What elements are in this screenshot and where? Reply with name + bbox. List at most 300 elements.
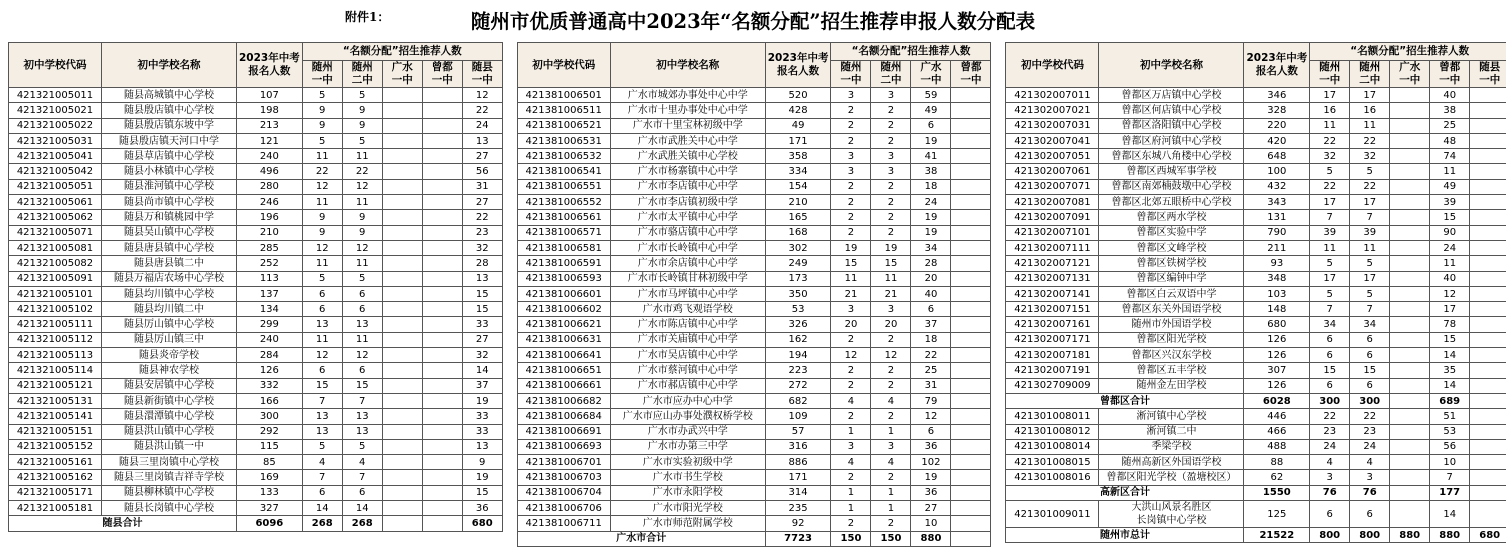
cell-quota — [1390, 164, 1430, 179]
cell-school-name: 广水市办第三中学 — [610, 439, 765, 454]
cell-quota: 27 — [911, 501, 951, 516]
cell-quota — [1470, 317, 1506, 332]
cell-quota: 32 — [462, 240, 502, 255]
cell-quota: 3 — [871, 302, 911, 317]
cell-quota: 6 — [342, 363, 382, 378]
table-row — [9, 164, 503, 179]
cell-school-code: 421381006693 — [517, 439, 610, 454]
cell-school-code: 421301008011 — [1006, 409, 1099, 424]
cell-school-code: 421321005071 — [9, 225, 102, 240]
cell-school-code: 421302007161 — [1006, 317, 1099, 332]
cell-quota: 1 — [871, 485, 911, 500]
cell-quota — [1390, 286, 1430, 301]
table-row — [1006, 225, 1506, 240]
table-row — [1006, 286, 1506, 301]
cell-school-name: 随县柳林镇中心学校 — [102, 485, 237, 500]
cell-quota: 37 — [462, 378, 502, 393]
cell-quota: 25 — [911, 363, 951, 378]
cell-school-name: 广水市书生学校 — [610, 470, 765, 485]
cell-quota: 17 — [1310, 88, 1350, 103]
cell-exam-count: 235 — [765, 501, 831, 516]
cell-quota — [1390, 378, 1430, 393]
cell-school-name: 广水市城郊办事处中心中学 — [610, 88, 765, 103]
table-row — [9, 88, 503, 103]
cell-school-code: 421381006631 — [517, 332, 610, 347]
cell-exam-count: 446 — [1244, 409, 1310, 424]
cell-quota — [382, 256, 422, 271]
cell-quota — [951, 210, 991, 225]
cell-school-name: 曾都区铁树学校 — [1099, 256, 1244, 271]
cell-quota: 1 — [831, 424, 871, 439]
cell-quota: 5 — [1350, 286, 1390, 301]
header-group: “名额分配”招生推荐人数 — [831, 43, 991, 61]
cell-school-name: 广水市鸡飞观语学校 — [610, 302, 765, 317]
cell-school-code: 421381006593 — [517, 271, 610, 286]
cell-quota: 11 — [1310, 240, 1350, 255]
cell-school-code: 421381006581 — [517, 240, 610, 255]
cell-quota: 20 — [911, 271, 951, 286]
cell-quota — [1470, 103, 1506, 118]
cell-exam-count: 131 — [1244, 210, 1310, 225]
table-total-row — [9, 516, 503, 531]
cell-school-name: 广水市十里办事处中心中学 — [610, 103, 765, 118]
table-row — [9, 149, 503, 164]
cell-quota: 40 — [911, 286, 951, 301]
cell-quota: 7 — [342, 393, 382, 408]
cell-school-code: 421321005042 — [9, 164, 102, 179]
cell-school-name: 广水市长岭镇中心中学 — [610, 240, 765, 255]
cell-school-code: 421321005021 — [9, 103, 102, 118]
cell-quota — [1390, 409, 1430, 424]
cell-quota: 13 — [342, 409, 382, 424]
cell-quota: 17 — [1430, 302, 1470, 317]
cell-school-name: 随县尚市镇中心学校 — [102, 195, 237, 210]
cell-school-name: 淅河镇二中 — [1099, 424, 1244, 439]
cell-quota: 5 — [302, 88, 342, 103]
table-row — [1006, 164, 1506, 179]
cell-school-code: 421302709009 — [1006, 378, 1099, 393]
cell-school-name: 随县草店镇中心学校 — [102, 149, 237, 164]
cell-quota: 11 — [342, 332, 382, 347]
cell-total-quota: 680 — [1470, 528, 1506, 543]
cell-total-exam: 7723 — [765, 531, 831, 546]
cell-quota — [1470, 179, 1506, 194]
table-row — [517, 439, 991, 454]
table-row — [1006, 179, 1506, 194]
cell-school-name: 随县万福店农场中心学校 — [102, 271, 237, 286]
cell-quota: 6 — [1310, 378, 1350, 393]
cell-quota: 9 — [302, 118, 342, 133]
cell-school-name: 曾都区阳光学校 — [1099, 332, 1244, 347]
cell-quota: 2 — [831, 195, 871, 210]
cell-quota: 9 — [342, 103, 382, 118]
cell-quota: 13 — [302, 424, 342, 439]
cell-total-exam: 6096 — [237, 516, 303, 531]
cell-exam-count: 125 — [1244, 501, 1310, 528]
tables-container — [8, 42, 1506, 547]
cell-total-quota — [422, 516, 462, 531]
cell-school-code: 421302007051 — [1006, 149, 1099, 164]
cell-quota — [951, 302, 991, 317]
cell-exam-count: 285 — [237, 240, 303, 255]
cell-quota: 102 — [911, 455, 951, 470]
cell-school-name: 随县炎帝学校 — [102, 348, 237, 363]
cell-exam-count: 126 — [1244, 348, 1310, 363]
table-row — [1006, 133, 1506, 148]
cell-quota — [951, 149, 991, 164]
table-total-row — [1006, 393, 1506, 408]
cell-quota: 15 — [342, 378, 382, 393]
cell-school-code: 421302007021 — [1006, 103, 1099, 118]
cell-quota — [382, 179, 422, 194]
table-row — [9, 179, 503, 194]
table-row — [517, 210, 991, 225]
cell-exam-count: 213 — [237, 118, 303, 133]
table-row — [517, 516, 991, 531]
cell-exam-count: 348 — [1244, 271, 1310, 286]
cell-quota: 5 — [1350, 164, 1390, 179]
cell-quota: 28 — [911, 256, 951, 271]
cell-school-name: 广水市马坪镇中心中学 — [610, 286, 765, 301]
cell-quota — [951, 439, 991, 454]
cell-total-quota: 880 — [911, 531, 951, 546]
cell-total-quota — [1470, 393, 1506, 408]
table-row — [9, 210, 503, 225]
cell-quota: 14 — [302, 501, 342, 516]
cell-school-code: 421321005121 — [9, 378, 102, 393]
cell-quota — [382, 501, 422, 516]
cell-quota: 1 — [871, 501, 911, 516]
cell-quota: 39 — [1310, 225, 1350, 240]
cell-exam-count: 249 — [765, 256, 831, 271]
cell-school-code: 421302007031 — [1006, 118, 1099, 133]
cell-exam-count: 328 — [1244, 103, 1310, 118]
cell-total-quota: 177 — [1430, 485, 1470, 500]
cell-exam-count: 314 — [765, 485, 831, 500]
cell-quota: 28 — [462, 256, 502, 271]
cell-quota: 49 — [1430, 179, 1470, 194]
cell-quota: 15 — [1430, 332, 1470, 347]
cell-total-quota: 800 — [1350, 528, 1390, 543]
cell-school-name: 广水市应办中心中学 — [610, 393, 765, 408]
header-school-name: 初中学校名称 — [610, 43, 765, 88]
cell-school-code: 421381006641 — [517, 348, 610, 363]
cell-quota — [951, 133, 991, 148]
cell-quota — [382, 348, 422, 363]
cell-quota: 2 — [831, 516, 871, 531]
cell-exam-count: 109 — [765, 409, 831, 424]
cell-quota: 19 — [911, 470, 951, 485]
cell-quota: 2 — [831, 409, 871, 424]
cell-school-code: 421302007061 — [1006, 164, 1099, 179]
table-row — [517, 256, 991, 271]
cell-school-code: 421381006704 — [517, 485, 610, 500]
cell-school-code: 421381006621 — [517, 317, 610, 332]
cell-total-label: 曾都区合计 — [1006, 393, 1244, 408]
header-school-code: 初中学校代码 — [1006, 43, 1099, 88]
cell-quota — [951, 424, 991, 439]
table-row — [517, 179, 991, 194]
cell-quota — [382, 164, 422, 179]
cell-total-quota — [1390, 393, 1430, 408]
cell-exam-count: 343 — [1244, 195, 1310, 210]
cell-quota — [422, 317, 462, 332]
cell-school-name: 曾都区实验中学 — [1099, 225, 1244, 240]
cell-quota: 20 — [871, 317, 911, 332]
cell-quota — [1390, 88, 1430, 103]
cell-school-name: 随州金左田学校 — [1099, 378, 1244, 393]
cell-quota: 25 — [1430, 118, 1470, 133]
cell-total-exam: 21522 — [1244, 528, 1310, 543]
cell-quota: 4 — [342, 455, 382, 470]
cell-quota: 24 — [1310, 439, 1350, 454]
cell-quota — [422, 240, 462, 255]
cell-quota: 2 — [871, 195, 911, 210]
cell-school-code: 421302007081 — [1006, 195, 1099, 210]
cell-school-name: 广水市骆店镇中心中学 — [610, 225, 765, 240]
cell-quota: 6 — [342, 485, 382, 500]
cell-quota — [382, 271, 422, 286]
cell-school-name: 随县高城镇中心学校 — [102, 88, 237, 103]
cell-quota — [382, 317, 422, 332]
cell-quota: 19 — [462, 393, 502, 408]
cell-school-name: 曾都区阳光学校（盈塘校区） — [1099, 470, 1244, 485]
cell-quota — [1390, 424, 1430, 439]
cell-exam-count: 272 — [765, 378, 831, 393]
cell-quota: 2 — [871, 332, 911, 347]
panel-zengdu — [1005, 42, 1506, 543]
cell-quota: 4 — [871, 455, 911, 470]
cell-quota — [1390, 210, 1430, 225]
cell-school-code: 421381006706 — [517, 501, 610, 516]
cell-exam-count: 520 — [765, 88, 831, 103]
cell-quota: 31 — [462, 179, 502, 194]
cell-quota: 39 — [1430, 195, 1470, 210]
cell-school-name: 广水市杨寨镇中心中学 — [610, 164, 765, 179]
cell-school-name: 随县殷店镇东坡中学 — [102, 118, 237, 133]
cell-quota: 24 — [462, 118, 502, 133]
cell-school-name: 广水市吴店镇中心中学 — [610, 348, 765, 363]
cell-quota — [422, 256, 462, 271]
table-row — [517, 378, 991, 393]
cell-exam-count: 88 — [1244, 455, 1310, 470]
cell-quota — [382, 439, 422, 454]
cell-school-code: 421381006591 — [517, 256, 610, 271]
cell-school-code: 421301008014 — [1006, 439, 1099, 454]
cell-quota — [951, 88, 991, 103]
cell-school-code: 421302007121 — [1006, 256, 1099, 271]
cell-school-name: 随县新街镇中心学校 — [102, 393, 237, 408]
cell-quota — [382, 225, 422, 240]
header-col-1: 随州 二中 — [871, 61, 911, 88]
cell-school-name: 广水市长岭镇甘林初级中学 — [610, 271, 765, 286]
cell-quota: 2 — [871, 225, 911, 240]
cell-quota — [1390, 118, 1430, 133]
cell-quota: 48 — [1430, 133, 1470, 148]
cell-total-label: 随州市总计 — [1006, 528, 1244, 543]
cell-quota — [951, 179, 991, 194]
cell-quota: 59 — [911, 88, 951, 103]
cell-exam-count: 211 — [1244, 240, 1310, 255]
cell-quota — [1390, 332, 1430, 347]
cell-school-name: 随州高新区外国语学校 — [1099, 455, 1244, 470]
cell-quota — [1470, 164, 1506, 179]
cell-quota: 20 — [831, 317, 871, 332]
cell-quota: 5 — [342, 88, 382, 103]
cell-quota: 17 — [1310, 271, 1350, 286]
cell-exam-count: 169 — [237, 470, 303, 485]
cell-school-name: 广水武胜关镇中心学校 — [610, 149, 765, 164]
cell-quota: 12 — [302, 348, 342, 363]
cell-quota: 2 — [831, 225, 871, 240]
cell-quota — [1470, 88, 1506, 103]
cell-school-code: 421321005062 — [9, 210, 102, 225]
cell-total-quota: 300 — [1310, 393, 1350, 408]
cell-quota: 23 — [1310, 424, 1350, 439]
cell-quota: 7 — [1430, 470, 1470, 485]
cell-exam-count: 210 — [237, 225, 303, 240]
cell-exam-count: 133 — [237, 485, 303, 500]
cell-quota: 5 — [302, 439, 342, 454]
cell-school-code: 421301008015 — [1006, 455, 1099, 470]
table-row — [9, 271, 503, 286]
cell-exam-count: 648 — [1244, 149, 1310, 164]
cell-quota — [382, 332, 422, 347]
cell-quota: 16 — [1310, 103, 1350, 118]
cell-exam-count: 346 — [1244, 88, 1310, 103]
cell-quota: 41 — [911, 149, 951, 164]
table-row — [517, 286, 991, 301]
cell-quota: 5 — [342, 133, 382, 148]
cell-quota — [422, 485, 462, 500]
cell-total-exam: 1550 — [1244, 485, 1310, 500]
header-group: “名额分配”招生推荐人数 — [302, 43, 502, 61]
cell-school-name: 广水市关庙镇中心中学 — [610, 332, 765, 347]
table-guangshui — [517, 42, 992, 547]
cell-quota: 12 — [302, 179, 342, 194]
cell-quota: 27 — [462, 332, 502, 347]
cell-school-name: 随县小林镇中心学校 — [102, 164, 237, 179]
cell-quota: 2 — [831, 103, 871, 118]
cell-school-code: 421381006552 — [517, 195, 610, 210]
cell-quota — [951, 118, 991, 133]
cell-quota: 6 — [342, 286, 382, 301]
table-row — [1006, 302, 1506, 317]
cell-exam-count: 246 — [237, 195, 303, 210]
cell-quota — [951, 164, 991, 179]
cell-total-quota — [1390, 485, 1430, 500]
cell-quota — [1470, 256, 1506, 271]
cell-school-code: 421301009011 — [1006, 501, 1099, 528]
cell-quota: 53 — [1430, 424, 1470, 439]
cell-quota — [422, 302, 462, 317]
cell-quota — [1470, 118, 1506, 133]
cell-exam-count: 103 — [1244, 286, 1310, 301]
cell-school-name: 广水市永阳学校 — [610, 485, 765, 500]
cell-exam-count: 126 — [1244, 332, 1310, 347]
cell-quota: 22 — [342, 164, 382, 179]
table-row — [9, 455, 503, 470]
cell-quota — [1470, 210, 1506, 225]
cell-school-name: 随县万和镇桃园中学 — [102, 210, 237, 225]
cell-exam-count: 334 — [765, 164, 831, 179]
cell-school-name: 曾都区东关外国语学校 — [1099, 302, 1244, 317]
cell-quota: 19 — [911, 210, 951, 225]
cell-quota: 6 — [911, 118, 951, 133]
cell-quota — [382, 210, 422, 225]
cell-quota: 14 — [342, 501, 382, 516]
cell-exam-count: 113 — [237, 271, 303, 286]
cell-quota: 15 — [831, 256, 871, 271]
cell-quota — [951, 409, 991, 424]
cell-total-quota: 680 — [462, 516, 502, 531]
cell-quota — [1470, 424, 1506, 439]
cell-quota: 19 — [911, 133, 951, 148]
cell-quota: 2 — [871, 516, 911, 531]
table-row — [517, 424, 991, 439]
cell-school-code: 421321005131 — [9, 393, 102, 408]
cell-school-name: 随县澴潭镇中心学校 — [102, 409, 237, 424]
cell-quota — [951, 363, 991, 378]
table-row — [9, 363, 503, 378]
cell-total-quota: 76 — [1350, 485, 1390, 500]
cell-quota: 2 — [871, 179, 911, 194]
cell-quota: 18 — [911, 332, 951, 347]
cell-school-code: 421321005112 — [9, 332, 102, 347]
cell-quota — [1470, 286, 1506, 301]
cell-exam-count: 173 — [765, 271, 831, 286]
cell-school-code: 421321005171 — [9, 485, 102, 500]
cell-quota: 14 — [1430, 348, 1470, 363]
cell-exam-count: 93 — [1244, 256, 1310, 271]
cell-school-code: 421381006521 — [517, 118, 610, 133]
cell-exam-count: 168 — [765, 225, 831, 240]
cell-quota: 38 — [1430, 103, 1470, 118]
header-exam-count: 2023年中考 报名人数 — [1244, 43, 1310, 88]
cell-exam-count: 85 — [237, 455, 303, 470]
cell-quota: 51 — [1430, 409, 1470, 424]
cell-quota — [951, 317, 991, 332]
cell-quota: 79 — [911, 393, 951, 408]
cell-quota — [951, 195, 991, 210]
table-row — [9, 332, 503, 347]
cell-quota: 12 — [342, 348, 382, 363]
cell-school-name: 曾都区府河镇中心学校 — [1099, 133, 1244, 148]
cell-quota: 2 — [871, 378, 911, 393]
cell-school-name: 曾都区白云双语中学 — [1099, 286, 1244, 301]
cell-quota: 2 — [831, 133, 871, 148]
cell-quota: 15 — [462, 302, 502, 317]
cell-school-code: 421381006511 — [517, 103, 610, 118]
cell-school-name: 随县长岗镇中心学校 — [102, 501, 237, 516]
cell-quota: 6 — [1350, 348, 1390, 363]
cell-quota: 7 — [302, 470, 342, 485]
cell-quota — [422, 439, 462, 454]
cell-quota: 37 — [911, 317, 951, 332]
cell-quota: 1 — [831, 501, 871, 516]
cell-quota: 17 — [1310, 195, 1350, 210]
cell-quota: 1 — [831, 485, 871, 500]
cell-exam-count: 240 — [237, 332, 303, 347]
cell-school-code: 421321005081 — [9, 240, 102, 255]
cell-quota: 39 — [1350, 225, 1390, 240]
cell-exam-count: 326 — [765, 317, 831, 332]
cell-quota — [1390, 195, 1430, 210]
cell-quota: 15 — [1430, 210, 1470, 225]
cell-school-code: 421321005113 — [9, 348, 102, 363]
cell-quota: 38 — [911, 164, 951, 179]
cell-quota — [422, 286, 462, 301]
